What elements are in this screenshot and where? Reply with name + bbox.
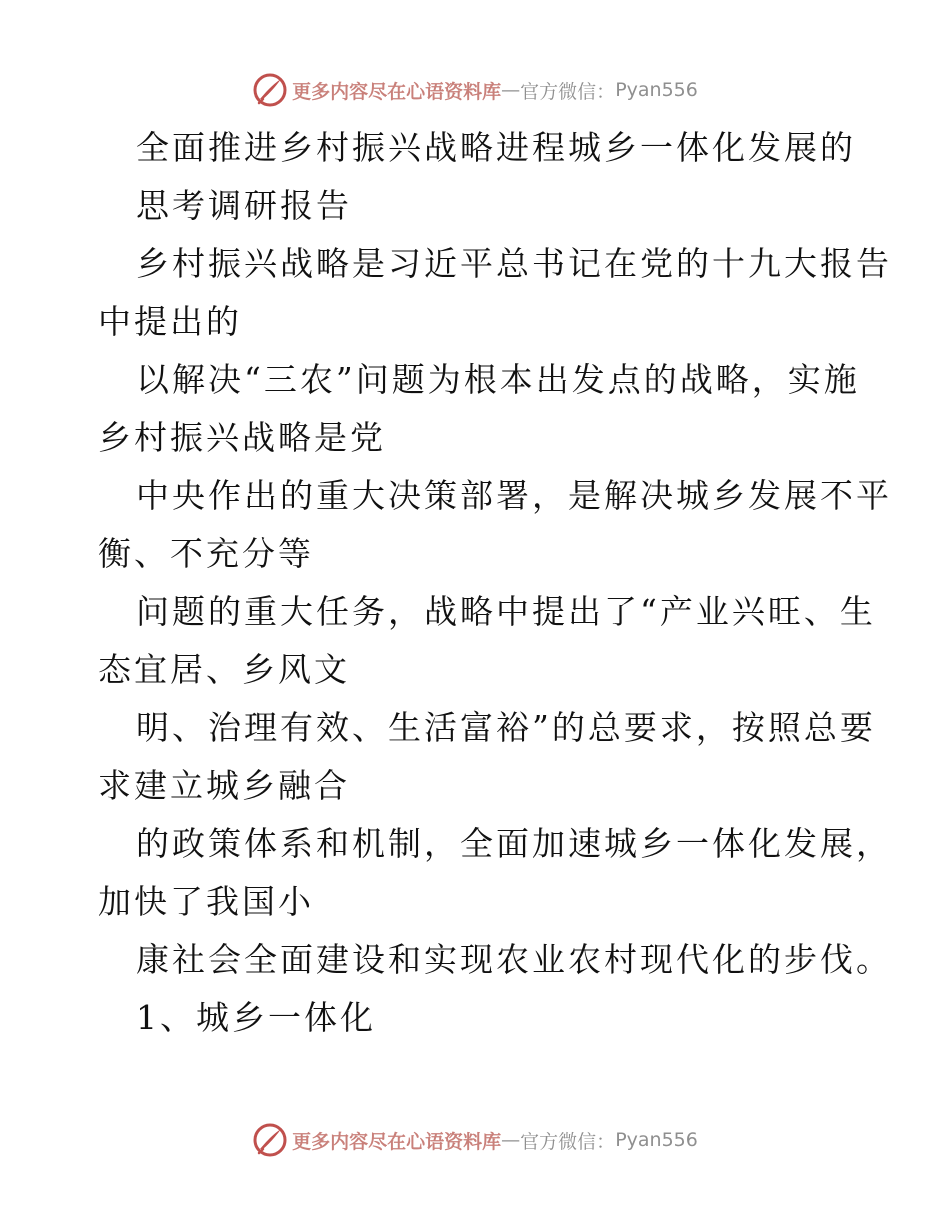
watermark-id: Pyan556	[615, 1129, 698, 1151]
paragraph-line: 中提出的	[98, 302, 242, 341]
watermark-brand: 更多内容尽在心语资料库	[292, 80, 502, 103]
header-watermark	[0, 70, 950, 110]
paragraph-line: 态宜居、乡风文	[98, 650, 350, 689]
watermark-label: 官方微信：	[520, 1130, 616, 1153]
paragraph-line: 问题的重大任务，战略中提出了“产业兴旺、生	[136, 592, 876, 631]
feather-pen-logo-icon	[252, 72, 288, 108]
watermark-id: Pyan556	[615, 79, 698, 101]
section-heading: 1、城乡一体化	[136, 998, 376, 1037]
feather-pen-logo-icon	[252, 1122, 288, 1158]
watermark-dash: —	[501, 79, 521, 101]
paragraph-line: 求建立城乡融合	[98, 766, 350, 805]
watermark-brand: 更多内容尽在心语资料库	[292, 1130, 502, 1153]
paragraph-line: 乡村振兴战略是党	[98, 418, 386, 457]
paragraph-line: 的政策体系和机制，全面加速城乡一体化发展，	[136, 824, 892, 863]
paragraph-line: 加快了我国小	[98, 882, 314, 921]
document-title-line-2: 思考调研报告	[136, 186, 352, 225]
document-title-line-1: 全面推进乡村振兴战略进程城乡一体化发展的	[136, 128, 856, 167]
paragraph-line: 衡、不充分等	[98, 534, 314, 573]
paragraph-line: 明、治理有效、生活富裕”的总要求，按照总要	[136, 708, 876, 747]
paragraph-line: 康社会全面建设和实现农业农村现代化的步伐。	[136, 940, 892, 979]
watermark-label: 官方微信：	[520, 80, 616, 103]
paragraph-line: 中央作出的重大决策部署，是解决城乡发展不平	[136, 476, 892, 515]
watermark-dash: —	[501, 1129, 521, 1151]
paragraph-line: 以解决“三农”问题为根本出发点的战略，实施	[136, 360, 860, 399]
paragraph-line: 乡村振兴战略是习近平总书记在党的十九大报告	[136, 244, 892, 283]
footer-watermark	[0, 1120, 950, 1160]
